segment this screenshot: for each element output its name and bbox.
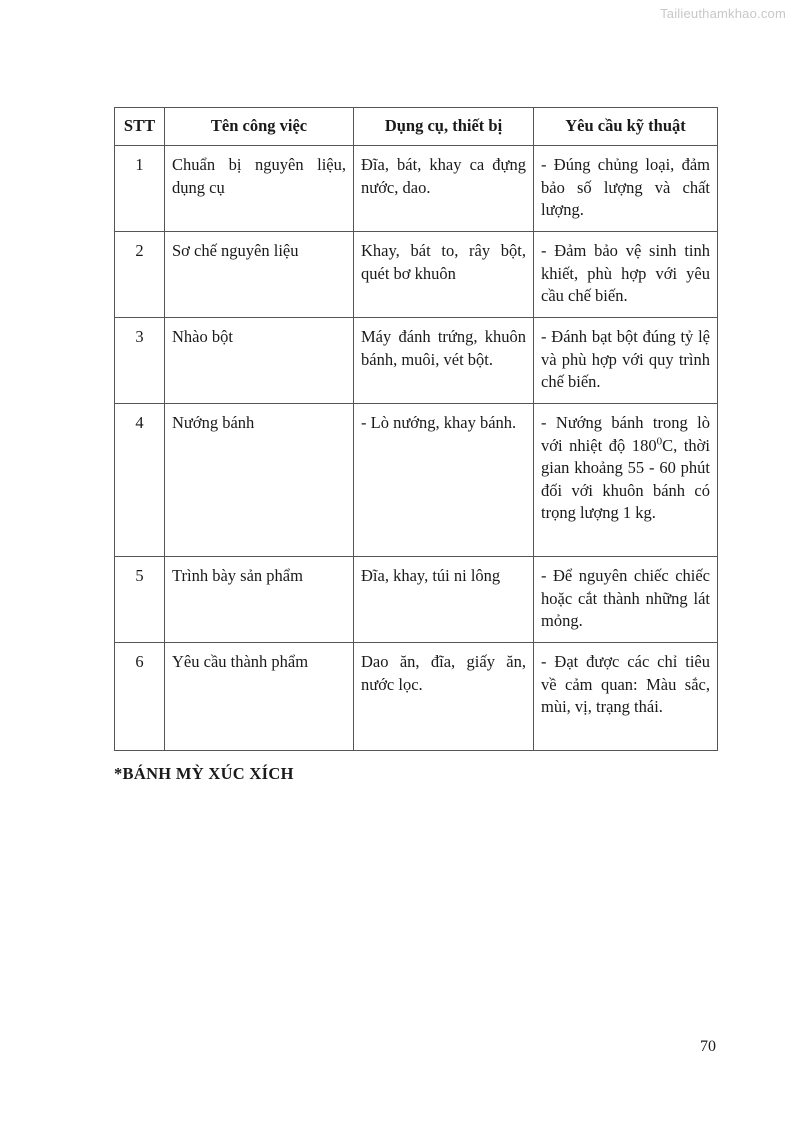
- cell-task: Nhào bột: [165, 318, 354, 404]
- table-row: [115, 404, 718, 557]
- cell-tools: Đĩa, khay, túi ni lông: [354, 557, 534, 643]
- cell-task: Nướng bánh: [165, 404, 354, 557]
- cell-task: Chuẩn bị nguyên liệu, dụng cụ: [165, 146, 354, 232]
- cell-tools: Máy đánh trứng, khuôn bánh, muôi, vét bột.: [354, 318, 534, 404]
- cell-tools: Đĩa, bát, khay ca đựng nước, dao.: [354, 146, 534, 232]
- header-task: Tên công việc: [165, 108, 354, 146]
- requirement-text-part: C, thời gian khoảng 55 - 60 phút đối với khuôn bánh có trọng lượng 1 kg.: [541, 435, 710, 522]
- table-header-row: [115, 108, 718, 146]
- work-steps-table: [114, 107, 718, 751]
- cell-stt: 2: [115, 232, 165, 318]
- header-stt: STT: [115, 108, 165, 146]
- requirement-text-part: - Nướng bánh trong lò với nhiệt độ 180: [541, 413, 710, 455]
- table-row: [115, 232, 718, 318]
- cell-tools: Dao ăn, đĩa, giấy ăn, nước lọc.: [354, 643, 534, 751]
- table-row: [115, 146, 718, 232]
- header-requirement: Yêu cầu kỹ thuật: [534, 108, 718, 146]
- table-row: [115, 557, 718, 643]
- temperature-superscript: 0: [656, 435, 663, 447]
- cell-stt: 1: [115, 146, 165, 232]
- cell-stt: 6: [115, 643, 165, 751]
- section-heading: *BÁNH MỲ XÚC XÍCH: [114, 764, 294, 783]
- cell-stt: 3: [115, 318, 165, 404]
- watermark: Tailieuthamkhao.com: [660, 6, 786, 21]
- cell-stt: 5: [115, 557, 165, 643]
- cell-requirement: - Để nguyên chiếc chiếc hoặc cắt thành những lát mỏng.: [534, 557, 718, 643]
- cell-stt: 4: [115, 404, 165, 557]
- page-number: 70: [700, 1038, 716, 1055]
- cell-requirement: - Đánh bạt bột đúng tỷ lệ và phù hợp với quy trình chế biến.: [534, 318, 718, 404]
- cell-tools: - Lò nướng, khay bánh.: [354, 404, 534, 557]
- header-tools: Dụng cụ, thiết bị: [354, 108, 534, 146]
- cell-tools: Khay, bát to, rây bột, quét bơ khuôn: [354, 232, 534, 318]
- cell-requirement: - Đúng chủng loại, đảm bảo số lượng và chất lượng.: [534, 146, 718, 232]
- cell-requirement: - Đảm bảo vệ sinh tinh khiết, phù hợp với yêu cầu chế biến.: [534, 232, 718, 318]
- cell-task: Yêu cầu thành phẩm: [165, 643, 354, 751]
- cell-requirement: [534, 404, 718, 557]
- cell-requirement: - Đạt được các chỉ tiêu về cảm quan: Màu sắc, mùi, vị, trạng thái.: [534, 643, 718, 751]
- cell-task: Sơ chế nguyên liệu: [165, 232, 354, 318]
- table-row: [115, 318, 718, 404]
- table-row: [115, 643, 718, 751]
- cell-task: Trình bày sản phẩm: [165, 557, 354, 643]
